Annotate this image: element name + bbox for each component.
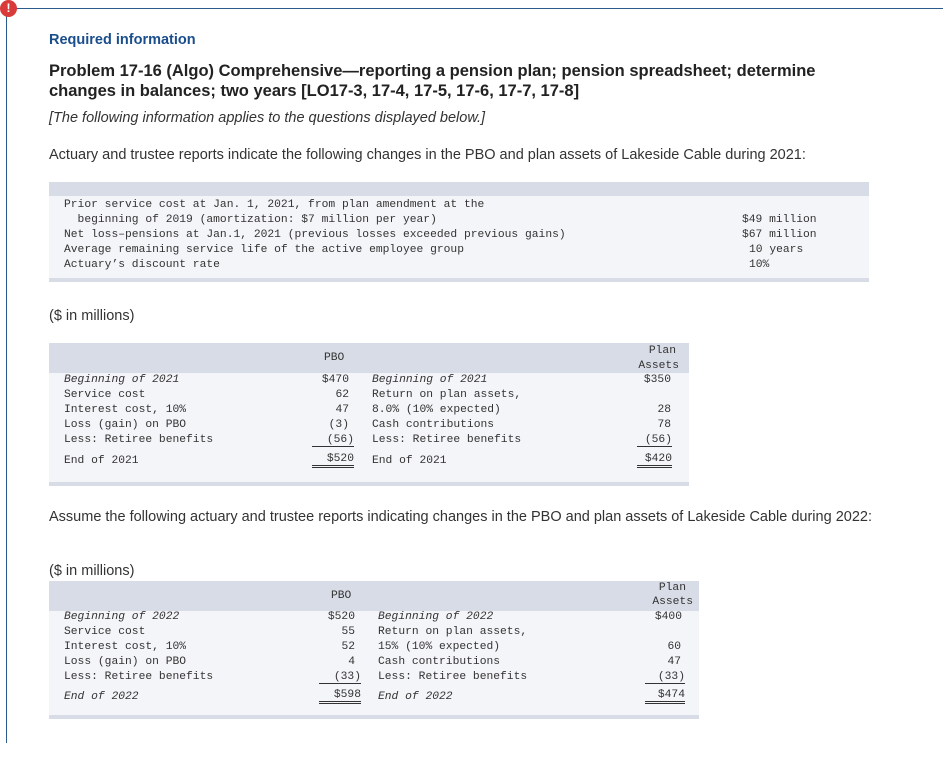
box-footer-bar (49, 278, 869, 282)
left-value-2: 52 (341, 641, 355, 653)
right-value-4: (33) (645, 671, 685, 684)
right-label-0: Beginning of 2021 (372, 374, 488, 386)
right-label-2: 8.0% (10% expected) (372, 404, 501, 416)
left-value-4: (33) (319, 671, 361, 684)
table-footer-bar (49, 715, 699, 719)
right-value-2: 28 (657, 404, 671, 416)
left-value-5: $598 (319, 689, 361, 704)
right-value-4: (56) (637, 434, 672, 447)
info-label-4: Actuary’s discount rate (64, 259, 220, 271)
info-label-3: Average remaining service life of the active employee group (64, 244, 464, 256)
right-label-3: Cash contributions (378, 656, 501, 668)
assets-header-line1: Plan (658, 582, 686, 594)
pbo-header: PBO (324, 352, 345, 364)
right-label-0: Beginning of 2022 (378, 611, 494, 623)
top-border-line (6, 8, 943, 9)
right-value-3: 78 (657, 419, 671, 431)
info-value-3: 10 years (749, 244, 804, 256)
info-value-2: $67 million (742, 229, 817, 241)
info-value-4: 10% (749, 259, 770, 271)
applies-note: [The following information applies to the questions displayed below.] (49, 110, 486, 126)
left-value-3: (3) (328, 419, 349, 431)
left-value-4: (56) (312, 434, 354, 447)
left-value-1: 62 (335, 389, 349, 401)
right-value-0: $400 (654, 611, 682, 623)
left-label-5: End of 2021 (64, 455, 139, 467)
right-value-3: 47 (667, 656, 681, 668)
assets-header-line2: Assets (638, 360, 679, 372)
problem-title: Problem 17-16 (Algo) Comprehensive—reporting a pension plan; pension spreadsheet; determine changes in balances; two years [LO17-3, 17-4, 17-5, 17-6, 17-7, 17-8] (49, 62, 816, 100)
info-label-1: beginning of 2019 (amortization: $7 million per year) (64, 214, 437, 226)
right-label-4: Less: Retiree benefits (378, 671, 528, 683)
units-label-2021: ($ in millions) (49, 308, 135, 324)
left-label-0: Beginning of 2021 (64, 374, 180, 386)
right-label-2: 15% (10% expected) (378, 641, 501, 653)
left-label-0: Beginning of 2022 (64, 611, 180, 623)
left-label-2: Interest cost, 10% (64, 641, 187, 653)
alert-icon: ! (0, 0, 17, 17)
required-information-heading: Required information (49, 32, 196, 48)
right-value-5: $420 (637, 453, 672, 468)
right-value-5: $474 (645, 689, 685, 704)
left-value-0: $470 (321, 374, 349, 386)
left-value-5: $520 (312, 453, 354, 468)
units-label-2022: ($ in millions) (49, 563, 135, 579)
table-header-bar (49, 581, 699, 611)
pension-table-2022 (49, 581, 699, 719)
left-label-1: Service cost (64, 389, 146, 401)
left-label-1: Service cost (64, 626, 146, 638)
info-label-2: Net loss–pensions at Jan.1, 2021 (previous losses exceeded previous gains) (64, 229, 566, 241)
assets-header-line2: Assets (652, 596, 693, 608)
assumptions-box (49, 182, 869, 282)
right-label-4: Less: Retiree benefits (372, 434, 522, 446)
right-label-1: Return on plan assets, (378, 626, 528, 638)
right-label-5: End of 2021 (372, 455, 447, 467)
box-header-bar (49, 182, 869, 196)
right-label-3: Cash contributions (372, 419, 495, 431)
right-value-2: 60 (667, 641, 681, 653)
left-value-3: 4 (348, 656, 355, 668)
info-label-0: Prior service cost at Jan. 1, 2021, from plan amendment at the (64, 199, 485, 211)
assets-header-line1: Plan (648, 345, 676, 357)
table-header-bar (49, 343, 689, 373)
pension-table-2021 (49, 343, 689, 486)
left-label-3: Loss (gain) on PBO (64, 419, 187, 431)
info-value-1: $49 million (742, 214, 817, 226)
table-footer-bar (49, 482, 689, 486)
left-value-0: $520 (327, 611, 355, 623)
right-value-0: $350 (643, 374, 671, 386)
intro-text: Actuary and trustee reports indicate the following changes in the PBO and plan assets of Lakeside Cable during 2021: (49, 147, 806, 163)
assume-text: Assume the following actuary and trustee reports indicating changes in the PBO and plan assets of Lakeside Cable during 2022: (49, 509, 872, 525)
left-label-5: End of 2022 (64, 691, 139, 703)
left-value-1: 55 (341, 626, 355, 638)
left-value-2: 47 (335, 404, 349, 416)
left-border-line (6, 8, 7, 743)
right-label-1: Return on plan assets, (372, 389, 522, 401)
left-label-4: Less: Retiree benefits (64, 434, 214, 446)
left-label-2: Interest cost, 10% (64, 404, 187, 416)
right-label-5: End of 2022 (378, 691, 453, 703)
left-label-3: Loss (gain) on PBO (64, 656, 187, 668)
pbo-header: PBO (331, 590, 352, 602)
left-label-4: Less: Retiree benefits (64, 671, 214, 683)
